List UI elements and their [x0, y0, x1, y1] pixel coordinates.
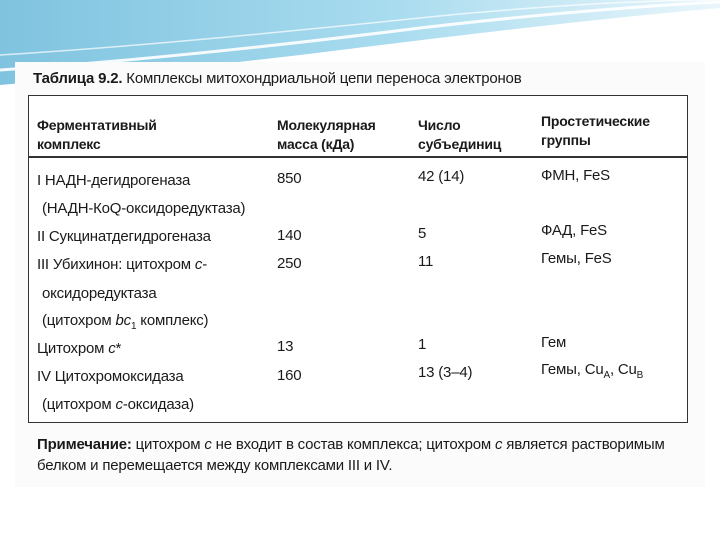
row-1-groups: ФМН, FeS — [541, 167, 610, 184]
caption-text: Комплексы митохондриальной цепи переноса электронов — [122, 70, 522, 87]
row-7-mass: 13 — [277, 338, 294, 355]
row-2-name: (НАДН-КоQ-оксидоредуктаза) — [42, 200, 246, 217]
row-3-groups: ФАД, FeS — [541, 222, 607, 239]
row-4-subunits: 11 — [418, 253, 434, 270]
caption-label: Таблица 9.2. — [33, 70, 123, 87]
row-7-groups: Гем — [541, 334, 567, 351]
row-8-groups: Гемы, $Cu_A$, $Cu_B$ — [541, 361, 644, 381]
note-text: цитохром c не входит в состав комплекса; цитохром c является растворимым белком и перемещается между комплексами III и IV. — [37, 436, 665, 474]
row-8-subunits: 13 (3–4) — [418, 364, 473, 381]
slide-bottom — [0, 488, 720, 540]
row-3-mass: 140 — [277, 227, 302, 244]
row-3-subunits: 5 — [418, 225, 427, 242]
header-prosthetic-groups: Простетические группы — [541, 113, 650, 148]
row-4-mass: 250 — [277, 255, 302, 272]
row-3-name: II Сукцинатдегидрогеназа — [37, 228, 211, 245]
row-4-name: III Убихинон: цитохром c- — [37, 256, 207, 273]
header-enzyme-complex: Ферментативный комплекс — [37, 117, 157, 152]
row-6-name: (цитохром $bc_1$ комплекс) — [42, 312, 209, 332]
row-1-name: I НАДН-дегидрогеназа — [37, 172, 191, 189]
row-5-name: оксидоредуктаза — [42, 285, 157, 302]
header-molecular-mass: Молекулярная масса (кДа) — [277, 117, 376, 152]
row-7-subunits: 1 — [418, 336, 427, 353]
row-8-mass: 160 — [277, 367, 302, 384]
table-note — [37, 434, 697, 476]
header-divider — [28, 156, 688, 158]
row-8-name: IV Цитохромоксидаза — [37, 368, 184, 385]
table-caption — [33, 70, 521, 87]
row-9-name: (цитохром c-оксидаза) — [42, 396, 194, 413]
row-4-groups: Гемы, FeS — [541, 250, 612, 267]
note-label: Примечание: — [37, 436, 132, 453]
row-7-name: Цитохром c* — [37, 340, 122, 357]
header-subunits: Число субъединиц — [418, 117, 502, 152]
row-1-subunits: 42 (14) — [418, 168, 465, 185]
row-1-mass: 850 — [277, 170, 302, 187]
